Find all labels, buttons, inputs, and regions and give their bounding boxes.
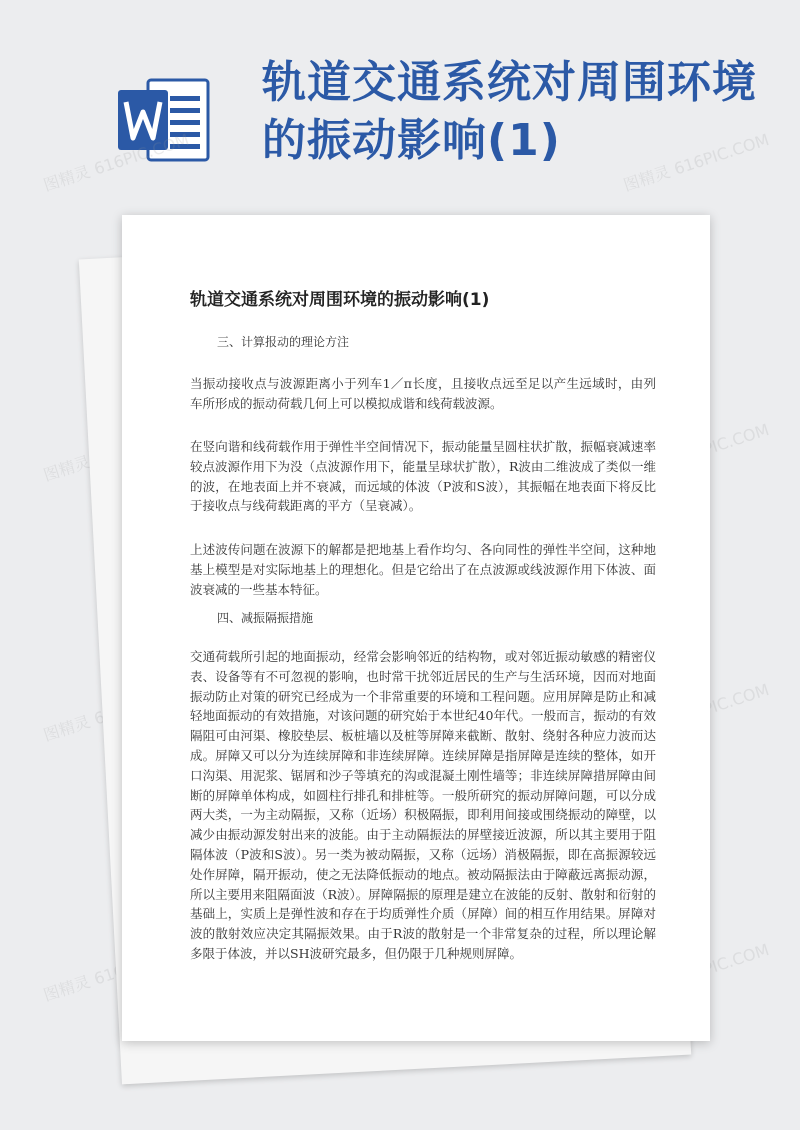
paragraph-2: 在竖向谐和线荷载作用于弹性半空间情况下，振动能量呈圆柱状扩散，振幅衰减速率较点波源作用下为没（点波源作用下，能量呈球状扩散），R波由二维波成了类似一维的波，在地表面上并不衰减，而远域的体波（P波和S波），其振幅在地表面下将反比于接收点与线荷载距离的平方（呈衰减）。: [190, 439, 656, 514]
paragraph-3: 上述波传问题在波源下的解都是把地基上看作均匀、各向同性的弹性半空间，这种地基上模型是对实际地基上的理想化。但是它给出了在点波源或线波源作用下体波、面波衰减的一些基本特征。: [190, 542, 656, 597]
document-page: [122, 215, 710, 1041]
watermark: 图精灵 616PIC.COM: [41, 129, 192, 195]
watermark: 616PIC.COM: [671, 419, 772, 469]
watermark: 图精灵 616PIC.COM: [621, 129, 772, 195]
section-heading-3: 三、计算报动的理论方注: [217, 335, 350, 349]
banner-title: 轨道交通系统对周围环境的振动影响(1): [262, 57, 757, 166]
watermark: 616PIC.COM: [671, 679, 772, 729]
watermark: 图精灵: [41, 972, 93, 1005]
document-title: 轨道交通系统对周围环境的振动影响(1): [190, 290, 490, 310]
paragraph-4: 交通荷载所引起的地面振动，经常会影响邻近的结构物，或对邻近振动敏感的精密仪表、设备等有不可忽视的影响，也时常干扰邻近居民的生产与生活环境，因而对地面振动防止对策的研究已经成为一个非常重要的环境和工程问题。应用屏障是防止和减轻地面振动的有效措施，对该问题的研究始于本世纪40年代。一般而言，振动的有效隔阻可由河渠、橡胶垫层、板桩墙以及桩等屏障来截断、散射、绕射各种应力波而达成。屏障又可以分为连续屏障和非连续屏障。连续屏障是指屏障是连续的整体，如开口沟渠、用泥浆、锯屑和沙子等填充的沟或混凝土刚性墙等；非连续屏障措屏障由间断的屏障单体构成，如圆柱行排孔和排桩等。一般所研究的振动屏障问题，可以分成两大类，一为主动隔振，又称（近场）积极隔振，即利用间接或围绕振动的障壁，以减少由振动源发射出来的波能。由于主动隔振法的屏壁接近波源，所以其主要用于阻隔体波（P波和S波）。另一类为被动隔振，又称（远场）消极隔振，即在高振源较远处作屏障，隔开振动，使之无法降低振动的地点。被动隔振法由于障蔽远离振动源，所以主要用来阻隔面波（R波）。屏障隔振的原理是建立在波能的反射、散射和衍射的基础上，实质上是弹性波和存在于均质弹性介质（屏障）间的相互作用结果。屏障对波的散射效应决定其隔振效果。由于R波的散射是一个非常复杂的过程，所以理论解多限于体波，并以SH波研究最多，但仍限于几种规则屏障。: [190, 649, 656, 961]
paragraph-1: 当振动接收点与波源距离小于列车1／π长度，且接收点远至足以产生远域时，由列车所形成的振动荷载几何上可以模拟成谐和线荷载波源。: [190, 376, 656, 411]
watermark: 616PIC.COM: [671, 939, 772, 989]
watermark: 图精灵: [41, 712, 93, 745]
section-heading-4: 四、减振隔振措施: [217, 611, 314, 625]
word-doc-icon: [118, 72, 214, 168]
watermark: 图精灵: [41, 452, 93, 485]
